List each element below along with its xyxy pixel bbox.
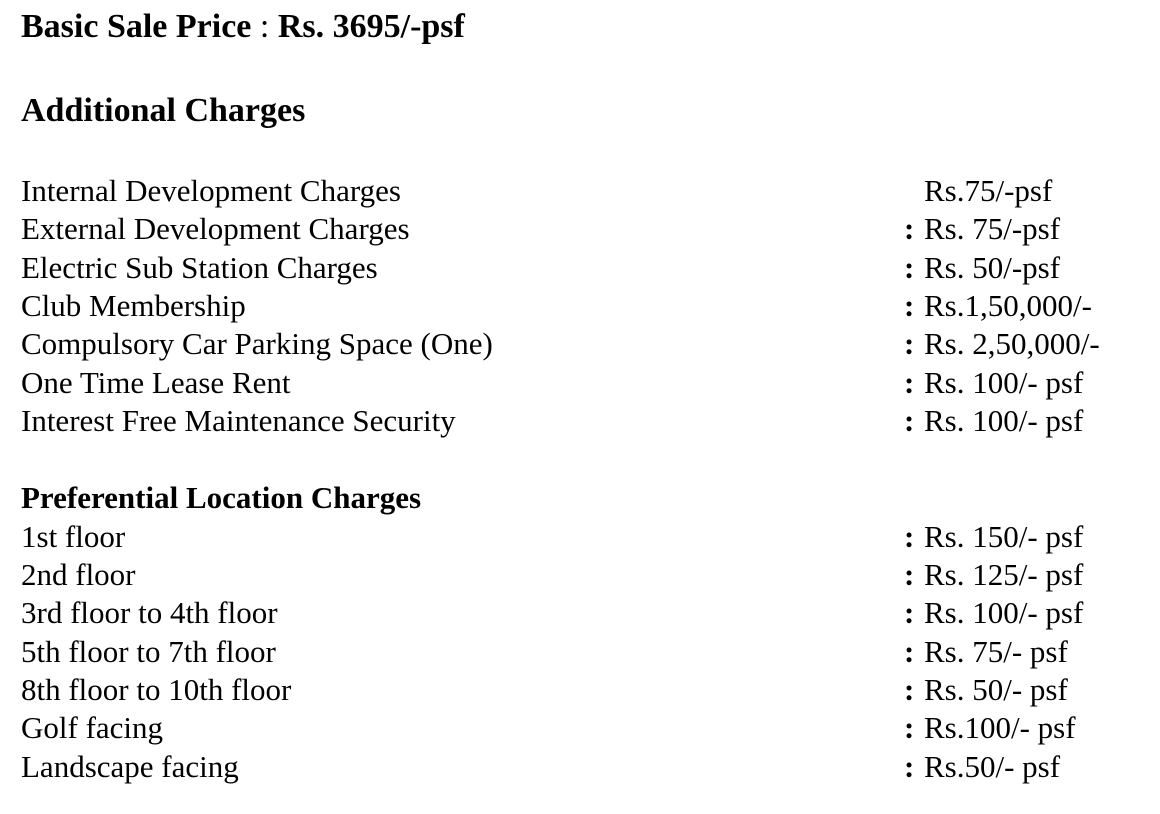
additional-charge-amount: Rs. 2,50,000/- bbox=[924, 326, 1100, 361]
additional-charge-colon: : bbox=[904, 250, 915, 285]
plc-label: 5th floor to 7th floor bbox=[21, 634, 276, 669]
plc-amount: Rs.100/- psf bbox=[924, 710, 1076, 745]
additional-charge-label: One Time Lease Rent bbox=[21, 365, 291, 400]
additional-charge-colon: : bbox=[904, 211, 915, 246]
plc-colon: : bbox=[904, 595, 915, 630]
additional-charge-colon: : bbox=[904, 403, 915, 438]
plc-value bbox=[904, 636, 1068, 667]
preferential-location-title: Preferential Location Charges bbox=[21, 480, 422, 515]
additional-charge-amount: Rs. 50/-psf bbox=[924, 250, 1061, 285]
additional-charge-amount: Rs.75/-psf bbox=[924, 173, 1053, 208]
additional-charge-amount: Rs. 75/-psf bbox=[924, 211, 1061, 246]
additional-charges-title: Additional Charges bbox=[21, 92, 306, 129]
additional-charge-label: External Development Charges bbox=[21, 211, 410, 246]
plc-amount: Rs. 100/- psf bbox=[924, 595, 1084, 630]
plc-colon: : bbox=[904, 557, 915, 592]
plc-value bbox=[904, 597, 1083, 628]
basic-sale-price-value: Rs. 3695/-psf bbox=[277, 8, 465, 45]
plc-amount: Rs.50/- psf bbox=[924, 749, 1061, 784]
additional-charge-label: Club Membership bbox=[21, 288, 246, 323]
plc-label: 3rd floor to 4th floor bbox=[21, 595, 278, 630]
additional-charge-value bbox=[904, 175, 1052, 206]
plc-label: 2nd floor bbox=[21, 557, 136, 592]
plc-label: 8th floor to 10th floor bbox=[21, 672, 292, 707]
additional-charge-value bbox=[904, 290, 1092, 321]
additional-charge-value bbox=[904, 405, 1083, 436]
plc-label: 1st floor bbox=[21, 519, 126, 554]
additional-charge-value bbox=[904, 367, 1083, 398]
plc-colon: : bbox=[904, 672, 915, 707]
basic-sale-price-separator: : bbox=[259, 8, 270, 45]
plc-colon: : bbox=[904, 710, 915, 745]
additional-charge-label: Compulsory Car Parking Space (One) bbox=[21, 326, 493, 361]
plc-colon: : bbox=[904, 519, 915, 554]
additional-charge-label: Interest Free Maintenance Security bbox=[21, 403, 456, 438]
additional-charge-label: Electric Sub Station Charges bbox=[21, 250, 378, 285]
plc-amount: Rs. 150/- psf bbox=[924, 519, 1084, 554]
plc-value bbox=[904, 674, 1068, 705]
additional-charge-value bbox=[904, 252, 1060, 283]
plc-amount: Rs. 75/- psf bbox=[924, 634, 1068, 669]
additional-charge-value bbox=[904, 328, 1100, 359]
plc-amount: Rs. 50/- psf bbox=[924, 672, 1068, 707]
plc-value bbox=[904, 712, 1076, 743]
plc-label: Golf facing bbox=[21, 710, 164, 745]
additional-charge-colon: : bbox=[904, 326, 915, 361]
basic-sale-price-label: Basic Sale Price bbox=[21, 8, 252, 45]
additional-charge-amount: Rs. 100/- psf bbox=[924, 403, 1084, 438]
additional-charge-amount: Rs. 100/- psf bbox=[924, 365, 1084, 400]
plc-value bbox=[904, 751, 1060, 782]
plc-amount: Rs. 125/- psf bbox=[924, 557, 1084, 592]
plc-colon: : bbox=[904, 634, 915, 669]
plc-label: Landscape facing bbox=[21, 749, 239, 784]
additional-charge-colon: : bbox=[904, 288, 915, 323]
additional-charge-label: Internal Development Charges bbox=[21, 173, 401, 208]
plc-value bbox=[904, 521, 1083, 552]
basic-sale-price-line bbox=[21, 10, 465, 44]
additional-charge-colon: : bbox=[904, 365, 915, 400]
additional-charge-value bbox=[904, 213, 1060, 244]
plc-colon: : bbox=[904, 749, 915, 784]
additional-charge-amount: Rs.1,50,000/- bbox=[924, 288, 1092, 323]
plc-value bbox=[904, 559, 1083, 590]
